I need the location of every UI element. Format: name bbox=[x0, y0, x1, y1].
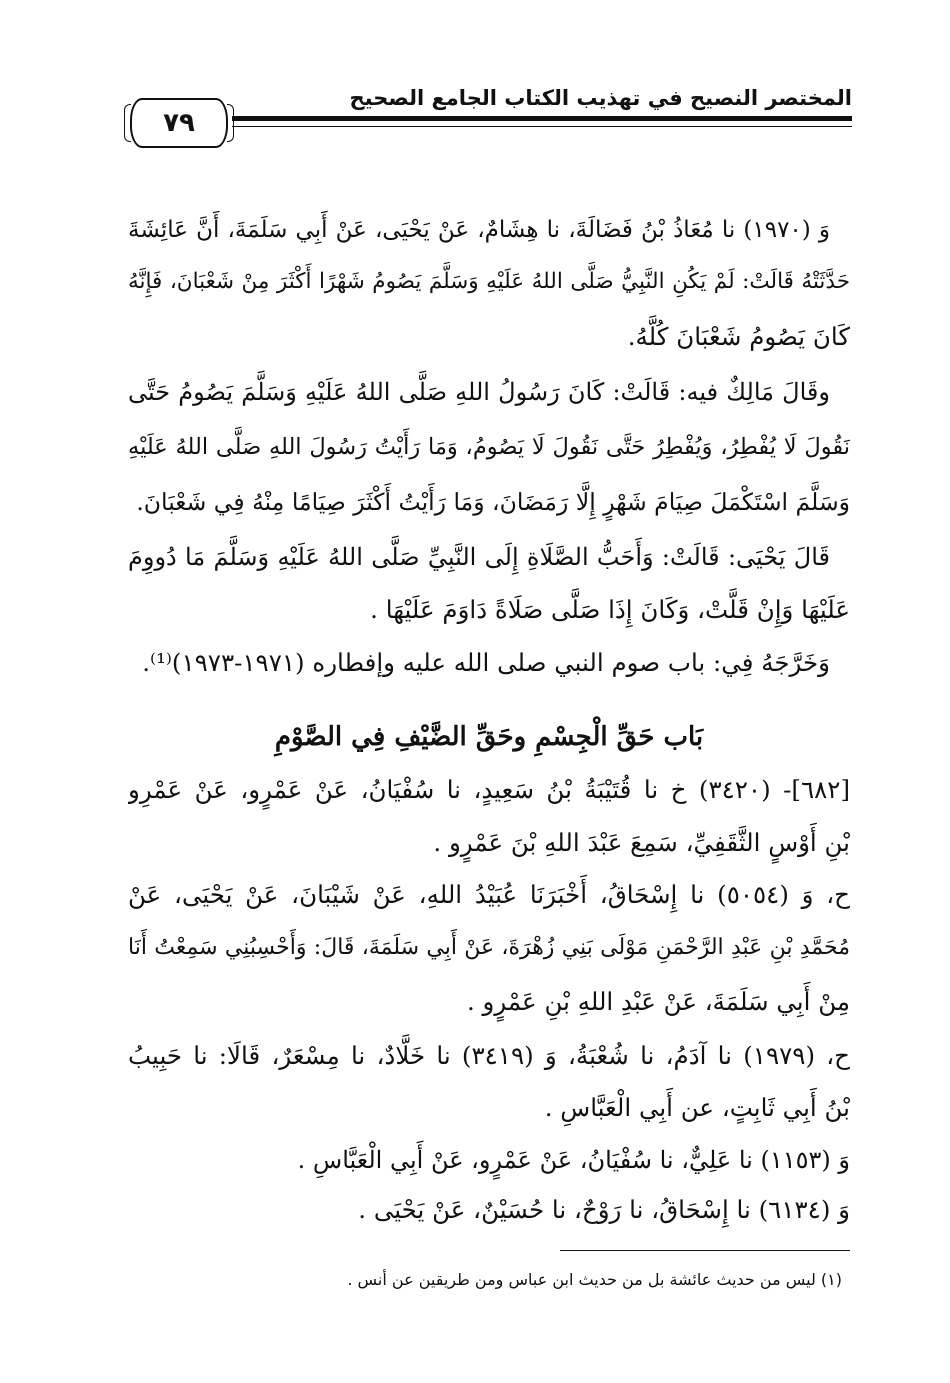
text-line: عَلَيْهَا وَإِنْ قَلَّتْ، وَكَانَ إِذَا صَلَّى صَلَاةً دَاوَمَ عَلَيْهَا . bbox=[370, 595, 850, 624]
main-text bbox=[128, 205, 850, 1245]
text-line: ح، (١٩٧٩) نا آدَمُ، نا شُعْبَةُ، وَ (٣٤١٩) نا خَلَّادٌ، نا مِسْعَرٌ، قَالَا: نا حَبِيبُ bbox=[128, 1041, 850, 1070]
text-line: حَدَّثَتْهُ قَالَتْ: لَمْ يَكُنِ النَّبِيُّ صَلَّى اللهُ عَلَيْهِ وَسَلَّمَ يَصُومُ شَهْرًا أَكْثَرَ مِنْ شَعْبَانَ، فَإِنَّهُ bbox=[128, 269, 850, 294]
footnote: (١) ليس من حديث عائشة بل من حديث ابن عباس ومن طريقين عن أنس . bbox=[347, 1270, 842, 1289]
page-number-frame bbox=[130, 98, 228, 148]
text-line: وَخَرَّجَهُ فِي: باب صوم النبي صلى الله عليه وإفطاره (١٩٧١-١٩٧٣)⁽¹⁾. bbox=[142, 648, 830, 677]
text-line: [٦٨٢]- (٣٤٢٠) خ نا قُتَيْبَةُ بْنُ سَعِيدٍ، نا سُفْيَانُ، عَنْ عَمْرٍو، عَنْ عَمْرِو bbox=[128, 775, 850, 804]
page-number: ٧٩ bbox=[163, 108, 195, 138]
text-line: وَ (١٩٧٠) نا مُعَاذُ بْنُ فَضَالَةَ، نا هِشَامٌ، عَنْ يَحْيَى، عَنْ أَبِي سَلَمَةَ، أَنَّ عَائِشَةَ bbox=[128, 217, 830, 243]
text-line: بْنُ أَبِي ثَابِتٍ، عن أَبِي الْعَبَّاسِ . bbox=[544, 1093, 850, 1122]
text-line: وَسَلَّمَ اسْتَكْمَلَ صِيَامَ شَهْرٍ إِلَّا رَمَضَانَ، وَمَا رَأَيْتُ أَكْثَرَ صِيَامًا مِنْهُ فِي شَعْبَانَ. bbox=[136, 488, 850, 516]
header-rule-thick bbox=[232, 116, 852, 121]
text-line: ح، وَ (٥٠٥٤) نا إِسْحَاقُ، أَخْبَرَنَا عُبَيْدُ اللهِ، عَنْ شَيْبَانَ، عَنْ يَحْيَى، عَنْ bbox=[128, 880, 850, 909]
text-line: وَ (٦١٣٤) نا إِسْحَاقُ، نا رَوْحٌ، نا حُسَيْنٌ، عَنْ يَحْيَى . bbox=[358, 1195, 850, 1224]
footnote-rule bbox=[560, 1250, 850, 1251]
running-title: المختصر النصيح في تهذيب الكتاب الجامع الصحيح bbox=[349, 86, 852, 110]
text-line: بْنِ أَوْسٍ الثَّقَفِيِّ، سَمِعَ عَبْدَ اللهِ بْنَ عَمْرٍو . bbox=[433, 828, 850, 857]
text-line: نَقُولَ لَا يُفْطِرُ، وَيُفْطِرُ حَتَّى نَقُولَ لَا يَصُومُ، وَمَا رَأَيْتُ رَسُولَ اللهِ صَلَّى اللهُ عَلَيْهِ bbox=[128, 434, 850, 460]
text-line: قَالَ يَحْيَى: قَالَتْ: وَأَحَبُّ الصَّلَاةِ إِلَى النَّبِيِّ صَلَّى اللهُ عَلَيْهِ وَسَلَّمَ مَا دُووِمَ bbox=[128, 543, 830, 571]
text-line: مُحَمَّدِ بْنِ عَبْدِ الرَّحْمَنِ مَوْلَى بَنِي زُهْرَةَ، عَنْ أَبِي سَلَمَةَ، قَالَ: وَأَحْسِبُنِي سَمِعْتُ أَنَا bbox=[128, 935, 850, 960]
chapter-heading: بَاب حَقِّ الْجِسْمِ وحَقِّ الضَّيْفِ فِي الصَّوْمِ bbox=[274, 722, 704, 752]
text-line: مِنْ أَبِي سَلَمَةَ، عَنْ عَبْدِ اللهِ بْنِ عَمْرٍو . bbox=[466, 987, 850, 1016]
text-line: وَ (١١٥٣) نا عَلِيٌّ، نا سُفْيَانُ، عَنْ عَمْرٍو، عَنْ أَبِي الْعَبَّاسِ . bbox=[297, 1146, 850, 1174]
text-line: وقَالَ مَالِكٌ فيه: قَالَتْ: كَانَ رَسُولُ اللهِ صَلَّى اللهُ عَلَيْهِ وَسَلَّمَ يَصُومُ حَتَّى bbox=[128, 378, 830, 406]
text-line: كَانَ يَصُومُ شَعْبَانَ كُلَّهُ. bbox=[627, 322, 850, 351]
header-rule-thin bbox=[232, 126, 852, 127]
